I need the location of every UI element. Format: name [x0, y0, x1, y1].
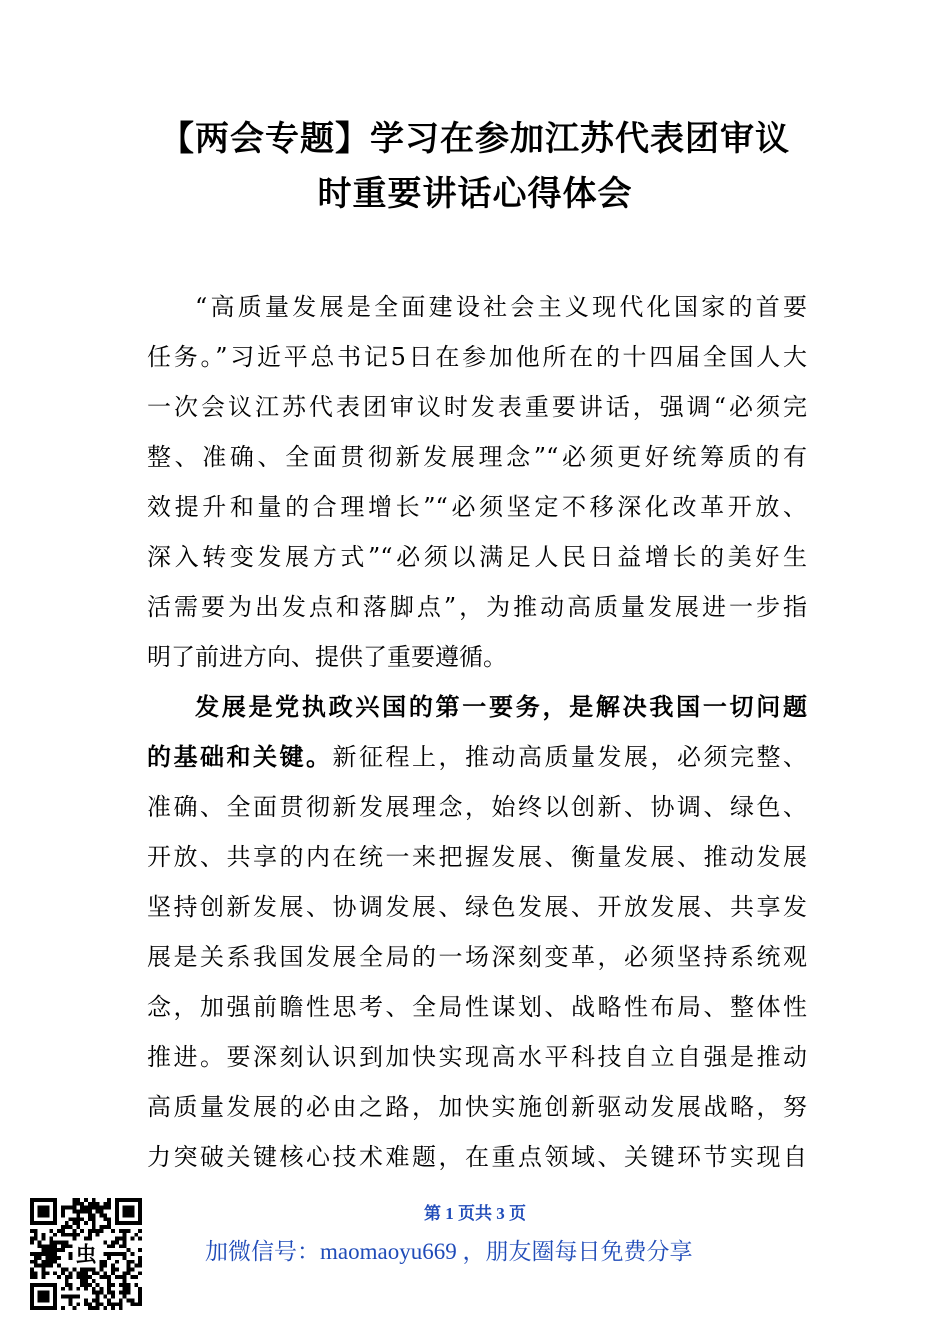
paragraph-2-line	[147, 682, 807, 732]
paragraph-2-line: 坚持创新发展、协调发展、绿色发展、开放发展、共享发	[147, 893, 807, 921]
paragraph-2-line: 推进。要深刻认识到加快实现高水平科技自立自强是推动	[147, 1043, 807, 1071]
document-title-line-1: 【两会专题】学习在参加江苏代表团审议	[160, 119, 790, 159]
paragraph-2-line	[147, 732, 807, 782]
paragraph-2-line: 念，加强前瞻性思考、全局性谋划、战略性布局、整体性	[147, 993, 807, 1021]
paragraph-1-line: 整、准确、全面贯彻新发展理念”“必须更好统筹质的有	[147, 443, 807, 471]
document-title	[120, 112, 830, 222]
paragraph-2-line: 开放、共享的内在统一来把握发展、衡量发展、推动发展	[147, 843, 807, 871]
wechat-promo: 加微信号：maomaoyu669 ，朋友圈每日免费分享	[205, 1239, 693, 1264]
paragraph-2-lead-bold: 的基础和关键。	[147, 742, 333, 771]
paragraph-1-line: 活需要为出发点和落脚点”，为推动高质量发展进一步指	[147, 593, 807, 621]
document-title-line-2: 时重要讲话心得体会	[317, 174, 633, 214]
paragraph-2-line: 力突破关键核心技术难题，在重点领域、关键环节实现自	[147, 1143, 807, 1171]
paragraph-1-line: 深入转变发展方式”“必须以满足人民日益增长的美好生	[147, 543, 807, 571]
paragraph-1-line: 明了前进方向、提供了重要遵循。	[147, 643, 507, 671]
paragraph-1-line: 效提升和量的合理增长”“必须坚定不移深化改革开放、	[147, 493, 807, 521]
paragraph-2	[147, 682, 807, 1182]
paragraph-2-line: 展是关系我国发展全局的一场深刻变革，必须坚持系统观	[147, 943, 807, 971]
paragraph-2-lead-bold: 发展是党执政兴国的第一要务，是解决我国一切问题	[195, 692, 807, 721]
paragraph-2-line: 准确、全面贯彻新发展理念，始终以创新、协调、绿色、	[147, 793, 807, 821]
paragraph-1-line: 一次会议江苏代表团审议时发表重要讲话，强调“必须完	[147, 393, 807, 421]
page-indicator: 第 1 页共 3 页	[424, 1204, 526, 1223]
qr-center-mark: 虫	[75, 1242, 97, 1268]
paragraph-1-line: “高质量发展是全面建设社会主义现代化国家的首要	[195, 293, 807, 321]
document-body	[147, 282, 807, 1182]
paragraph-2-text: 新征程上，推动高质量发展，必须完整、	[332, 743, 807, 771]
paragraph-1	[147, 282, 807, 682]
paragraph-1-line: 任务。”习近平总书记5日在参加他所在的十四届全国人大	[147, 343, 807, 371]
paragraph-2-line: 高质量发展的必由之路，加快实施创新驱动发展战略，努	[147, 1093, 807, 1121]
